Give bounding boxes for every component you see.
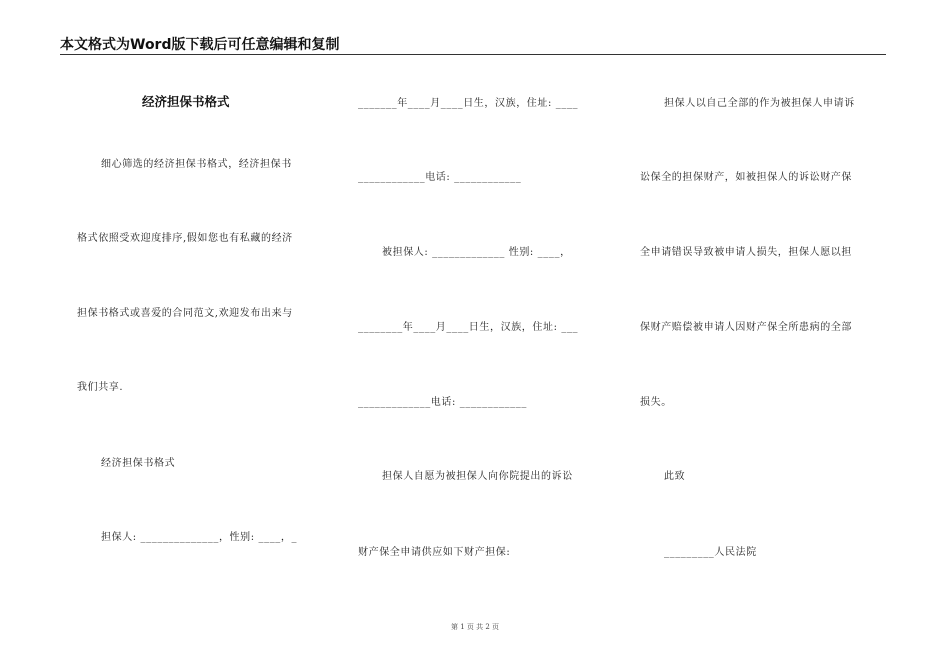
col2-line-6: 担保人自愿为被担保人向你院提出的诉讼 [382,471,573,482]
document-header [60,34,886,55]
col1-subheading: 经济担保书格式 [101,458,176,469]
page-number: 第 1 页 共 2 页 [450,623,500,631]
col3-line-2: 讼保全的担保财产，如被担保人的诉讼财产保 [640,172,852,183]
col2-line-1: _______年____月____日生，汉族，住址: ____ [358,98,579,109]
col2-line-7: 财产保全申请供应如下财产担保: [358,547,511,558]
col3-line-4: 保财产赔偿被申请人因财产保全所患病的全部 [640,322,852,333]
col2-line-4: ________年____月____日生，汉族，住址: ___ [358,322,579,333]
col3-closing: 此致 [664,471,686,482]
col1-line-3: 担保书格式或喜爱的合同范文,欢迎发布出来与 [77,308,293,319]
col1-line-6: 担保人: ______________，性别: ____，_ [101,532,298,543]
col1-line-2: 格式依照受欢迎度排序,假如您也有私藏的经济 [77,233,293,244]
col2-line-5: _____________电话: ____________ [358,397,527,408]
col2-line-2: ____________电话: ____________ [358,172,522,183]
col2-line-3: 被担保人: _____________ 性别: ____， [382,247,571,258]
col1-line-1: 细心筛选的经济担保书格式，经济担保书 [101,159,292,170]
col3-line-1: 担保人以自己全部的作为被担保人申请诉 [664,98,855,109]
col1-line-4: 我们共享. [77,382,124,393]
header-text: 本文格式为Word版下载后可任意编辑和复制 [60,37,340,53]
col3-line-3: 全申请错误导致被申请人损失，担保人愿以担 [640,247,852,258]
col3-court: _________人民法院 [664,547,757,558]
col3-line-5: 损失。 [640,397,672,408]
document-title: 经济担保书格式 [142,94,230,109]
